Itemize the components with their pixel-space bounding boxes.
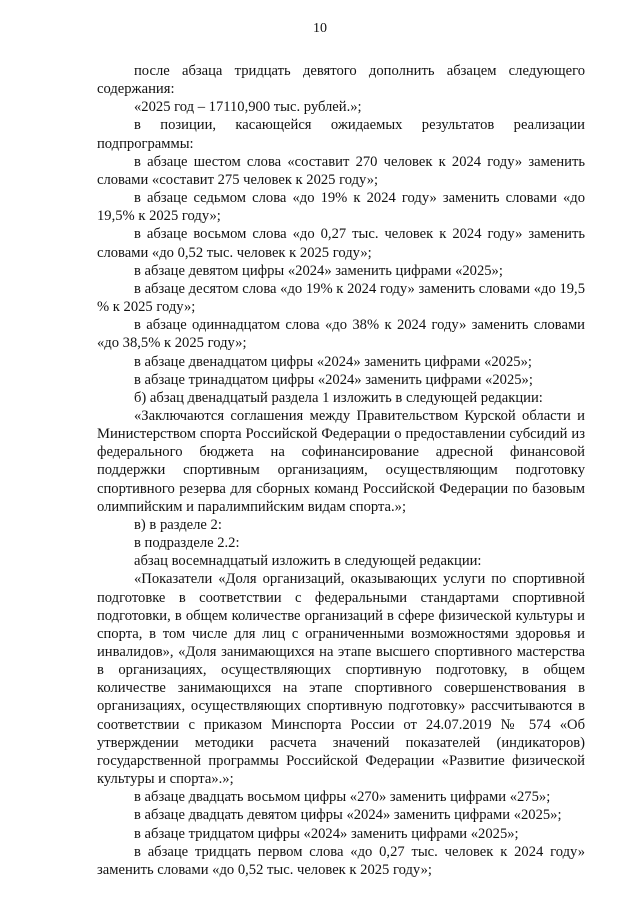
paragraph: в позиции, касающейся ожидаемых результатов реализации подпрограммы: (97, 117, 585, 152)
document-body (97, 62, 585, 879)
paragraph: в абзаце тридцать первом слова «до 0,27 тыс. человек к 2024 году» заменить словами «до 0,52 тыс. человек к 2025 году»; (97, 843, 585, 878)
page-number: 10 (313, 21, 327, 36)
paragraph: в абзаце восьмом слова «до 0,27 тыс. человек к 2024 году» заменить словами «до 0,52 тыс. человек к 2025 году»; (97, 226, 585, 261)
paragraph: абзац восемнадцатый изложить в следующей редакции: (134, 553, 482, 570)
paragraph: в абзаце двадцать девятом цифры «2024» заменить цифрами «2025»; (134, 807, 562, 824)
paragraph: «Показатели «Доля организаций, оказывающих услуги по спортивной подготовке в соответствии с федеральными стандартами спортивной подготовки, в общем количестве организаций в сфере физической культуры и спорта, в том числе для лиц с ограниченными возможностями здоровья и инвалидов», «Доля занимающихся на этапе высшего спортивного мастерства в организациях, осуществляющих спортивную подготовку, в общем количестве занимающихся на этапе спортивного совершенствования в организациях, осуществляющих спортивную подготовку» рассчитываются в соответствии с приказом Минспорта России от 24.07.2019 № 574 «Об утверждении методики расчета значений показателей (индикаторов) государственной программы Российской Федерации «Развитие физической культуры и спорта».»; (97, 571, 585, 788)
paragraph: «2025 год – 17110,900 тыс. рублей.»; (134, 99, 362, 116)
paragraph: в абзаце седьмом слова «до 19% к 2024 году» заменить словами «до 19,5% к 2025 году»; (97, 190, 585, 225)
paragraph: б) абзац двенадцатый раздела 1 изложить в следующей редакции: (134, 389, 543, 406)
paragraph: после абзаца тридцать девятого дополнить абзацем следующего содержания: (97, 63, 585, 98)
paragraph: в абзаце одиннадцатом слова «до 38% к 2024 году» заменить словами «до 38,5% к 2025 году»; (97, 317, 585, 352)
paragraph: в) в разделе 2: (134, 516, 222, 533)
paragraph: в абзаце шестом слова «составит 270 человек к 2024 году» заменить словами «составит 275 человек к 2025 году»; (97, 153, 585, 188)
paragraph: в абзаце двенадцатом цифры «2024» заменить цифрами «2025»; (134, 353, 532, 370)
paragraph: «Заключаются соглашения между Правительством Курской области и Министерством спорта Российской Федерации о предоставлении субсидий из федерального бюджета на софинансирование адресной финансовой поддержки спортивным организациям, осуществляющим подготовку спортивного резерва для сборных команд Российской Федерации по базовым олимпийским и паралимпийским видам спорта.»; (97, 407, 585, 515)
paragraph: в абзаце девятом цифры «2024» заменить цифрами «2025»; (134, 262, 503, 279)
paragraph: в подразделе 2.2: (134, 535, 240, 552)
paragraph: в абзаце тринадцатом цифры «2024» заменить цифрами «2025»; (134, 371, 533, 388)
paragraph: в абзаце двадцать восьмом цифры «270» заменить цифрами «275»; (134, 789, 551, 806)
paragraph: в абзаце десятом слова «до 19% к 2024 году» заменить словами «до 19,5 % к 2025 году»; (97, 280, 585, 316)
paragraph: в абзаце тридцатом цифры «2024» заменить цифрами «2025»; (134, 825, 519, 842)
